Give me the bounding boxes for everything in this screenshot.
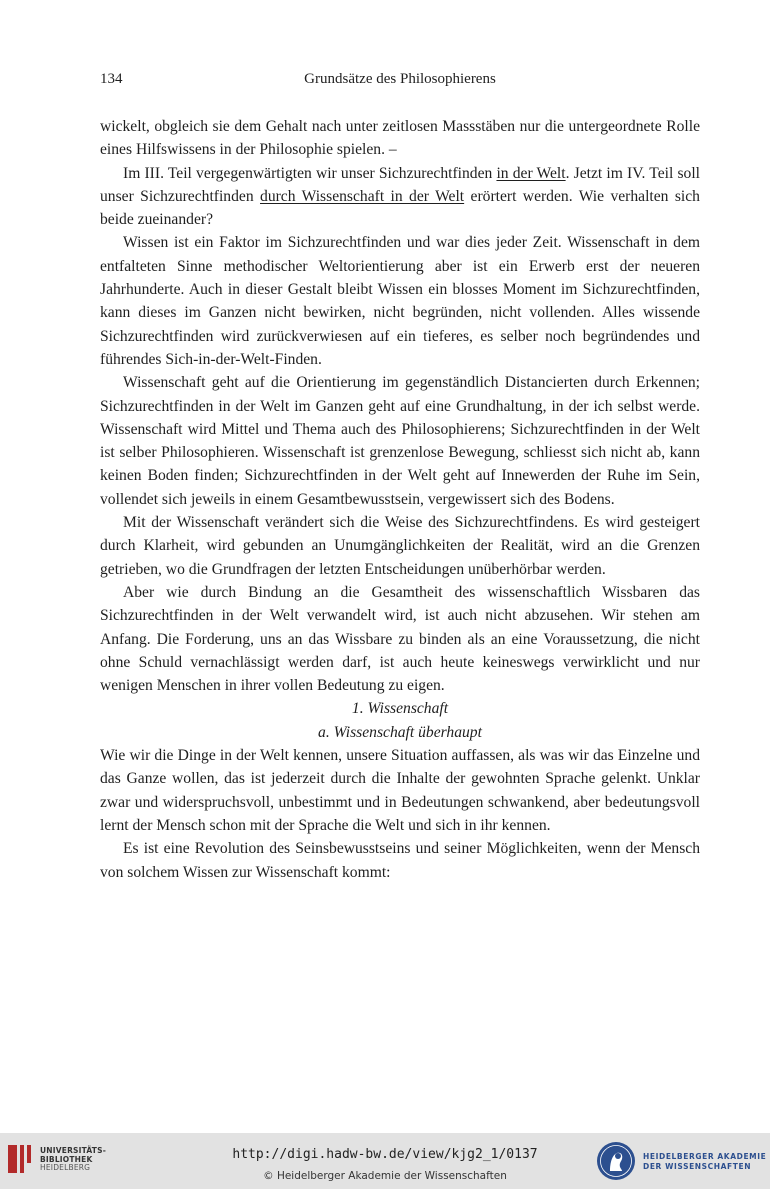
body-text bbox=[100, 115, 700, 884]
academy-seal-icon bbox=[596, 1141, 636, 1181]
paragraph-2-text-c: erörtert werden. Wie verhalten sich beide zueinander? bbox=[100, 187, 700, 229]
paragraph-4: Wissenschaft geht auf die Orientierung im gegenständlich Distancierten durch Erkennen; Sichzurechtfinden in der Welt im Ganzen geht auf eine Grundhaltung, in der ich selbst werde. Wissenschaft wird Mittel und Thema auch des Philosophierens; Sichzurechtfinden in der Welt ist selber Philosophieren. Wissenschaft ist grenzenlose Bewegung, schliesst sich nicht ab, kann keinen Boden finden; Sichzurechtfinden in der Welt geht auf Innewerden der Ruhe im Sein, vollendet sich jeweils in einem Gesamtbewusstsein, vergewissert sich des Bodens. bbox=[100, 374, 700, 508]
permalink-url[interactable]: http://digi.hadw-bw.de/view/kjg2_1/0137 bbox=[232, 1147, 538, 1162]
digitization-footer bbox=[0, 1133, 770, 1189]
university-library-name: UNIVERSITÄTS- BIBLIOTHEK HEIDELBERG bbox=[40, 1146, 107, 1172]
subsection-heading: a. Wissenschaft überhaupt bbox=[318, 723, 482, 741]
page-number: 134 bbox=[100, 71, 123, 87]
paragraph-6: Aber wie durch Bindung an die Gesamtheit des wissenschaftlich Wissbaren das Sichzurechtfinden in der Welt verwandelt wird, ist auch nicht abzusehen. Wir stehen am Anfang. Die Forderung, uns an das Wissbare zu binden als an eine Voraussetzung, die nicht ohne Schuld vernachlässigt werden darf, ist auch heute keineswegs verwirklicht und nur wenigen Menschen in ihrer vollen Bedeutung zu eigen. bbox=[100, 583, 700, 695]
paragraph-8: Es ist eine Revolution des Seinsbewusstseins und seiner Möglichkeiten, wenn der Mensch von solchem Wissen zur Wissenschaft kommt: bbox=[100, 840, 700, 881]
running-title: Grundsätze des Philosophierens bbox=[304, 71, 496, 87]
paragraph-5: Mit der Wissenschaft verändert sich die Weise des Sichzurechtfindens. Es wird gesteigert durch Klarheit, wird gebunden an Unumgänglichkeiten der Realität, wird an die Grenzen getrieben, wo die Grundfragen der letzten Entscheidungen unüberhörbar werden. bbox=[100, 514, 700, 578]
paragraph-2 bbox=[100, 162, 700, 232]
paragraph-1: wickelt, obgleich sie dem Gehalt nach unter zeitlosen Massstäben nur die untergeordnete Rolle eines Hilfswissens in der Philosophie spielen. – bbox=[100, 118, 700, 159]
section-heading: 1. Wissenschaft bbox=[351, 700, 449, 718]
paragraph-7: Wie wir die Dinge in der Welt kennen, unsere Situation auffassen, als was wir das Einzelne und das Ganze wollen, das ist jederzeit durch die Inhalte der gewohnten Sprache gelenkt. Unklar zwar und widerspruchsvoll, unbestimmt und in Bedeutungen schwankend, aber bedeutungsvoll lernt der Mensch schon mit der Sprache die Welt und sich in ihr kennen. bbox=[100, 747, 700, 834]
underlined-phrase-2: durch Wissenschaft in der Welt bbox=[260, 187, 465, 205]
copyright-notice: © Heidelberger Akademie der Wissenschaften bbox=[263, 1170, 507, 1182]
paragraph-2-text-b: . Jetzt im IV. Teil soll unser Sichzurechtfinden bbox=[100, 164, 700, 205]
paragraph-3: Wissen ist ein Faktor im Sichzurechtfinden und war dies jeder Zeit. Wissenschaft in dem entfalteten Sinne methodischer Weltorientierung aber ist ein Erwerb erst der neueren Jahrhunderte. Auch in dieser Gestalt bleibt Wissen ein blosses Moment im Sichzurechtfinden, kann dieses im Ganzen nicht bewirken, nicht begründen, nicht vollenden. Alles wissende Sichzurechtfinden wird zurückverwiesen auf ein tieferes, es selber noch begründendes und führendes Sich-in-der-Welt-Finden. bbox=[100, 234, 700, 368]
academy-name: HEIDELBERGER AKADEMIE DER WISSENSCHAFTEN bbox=[643, 1152, 767, 1171]
underlined-phrase-1: in der Welt bbox=[496, 164, 566, 182]
paragraph-2-text-a: Im III. Teil vergegenwärtigten wir unser Sichzurechtfinden bbox=[123, 164, 497, 182]
running-head bbox=[100, 71, 700, 93]
